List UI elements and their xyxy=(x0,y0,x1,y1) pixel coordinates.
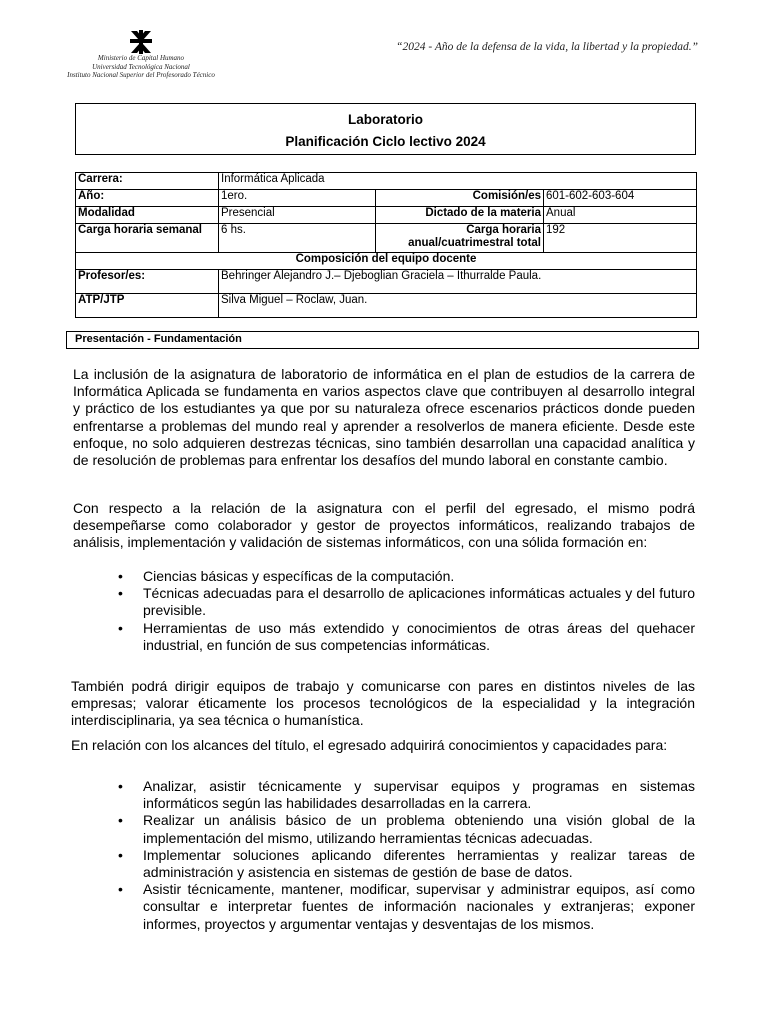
modalidad-value: Presencial xyxy=(219,207,376,224)
carrera-value: Informática Aplicada xyxy=(219,173,697,190)
paragraph-scope: En relación con los alcances del título, el egresado adquirirá conocimientos y capacidades para: xyxy=(71,737,668,753)
paragraph-graduate-profile: Con respecto a la relación de la asignatura con el perfil del egresado, el mismo podrá desempeñarse como colaborador y gestor de proyectos informáticos, realizando trabajos de análisis, implementación y validación de sistemas informáticos, con una sólida formación en: xyxy=(73,500,695,551)
profesores-value: Behringer Alejandro J.– Djeboglian Graciela – Ithurralde Paula. xyxy=(219,270,697,294)
institution-line-institute: Instituto Nacional Superior del Profesorado Técnico xyxy=(67,71,215,79)
table-row-modalidad xyxy=(76,207,697,224)
dictado-label: Dictado de la materia xyxy=(376,207,544,224)
atp-value: Silva Miguel – Roclaw, Juan. xyxy=(219,294,697,318)
atp-label: ATP/JTP xyxy=(76,294,219,318)
utn-logo-icon xyxy=(128,30,154,54)
dictado-value: Anual xyxy=(544,207,697,224)
modalidad-label: Modalidad xyxy=(76,207,219,224)
profesores-label: Profesor/es: xyxy=(76,270,219,294)
paragraph-introduction: La inclusión de la asignatura de laboratorio de informática en el plan de estudios de la carrera de Informática Aplicada se fundamenta en varios aspectos clave que contribuyen al desarrollo integral y práctico de los estudiantes ya que por su naturaleza ofrece escenarios prácticos donde pueden enfrentarse a problemas del mundo real y aprender a resolverlos de manera eficiente. Desde este enfoque, no solo adquieren destrezas técnicas, sino también desarrollan una capacidad analítica y de resolución de problemas para enfrentar los desafíos del mundo laboral en constante cambio. xyxy=(73,366,695,469)
institution-line-university: Universidad Tecnológica Nacional xyxy=(92,62,190,71)
bullet-icon: • xyxy=(118,881,123,898)
comision-label: Comisión/es xyxy=(376,190,544,207)
bullet-icon: • xyxy=(118,585,123,602)
paragraph-leadership: También podrá dirigir equipos de trabajo y comunicarse con pares en distintos niveles de las empresas; valorar éticamente los procesos tecnológicos de la especialidad y la integración interdisciplinaria, ya sea técnica o humanística. xyxy=(71,678,695,729)
carga-total-label: Carga horaria anual/cuatrimestral total xyxy=(376,224,544,253)
list-item: • Asistir técnicamente, mantener, modificar, supervisar y administrar equipos, así como consultar e interpretar fuentes de información nacionales y extranjeras; exponer informes, proyectos y argumentar ventajas y desventajas de los mismos. xyxy=(118,881,695,932)
table-row-carrera xyxy=(76,173,697,190)
table-row-anio xyxy=(76,190,697,207)
document-title: Laboratorio xyxy=(347,112,423,127)
carga-semanal-value: 6 hs. xyxy=(219,224,376,253)
page-header xyxy=(0,0,768,100)
carga-total-value: 192 xyxy=(544,224,697,253)
bullet-icon: • xyxy=(118,778,123,794)
course-info-table xyxy=(75,172,697,318)
list-item: • Herramientas de uso más extendido y conocimientos de otras áreas del quehacer industrial, en función de sus competencias informáticas. xyxy=(118,619,695,653)
capabilities-list xyxy=(118,778,695,933)
list-item: • Realizar un análisis básico de un problema obteniendo una visión global de la implementación del mismo, utilizando herramientas técnicas adecuadas. xyxy=(118,812,695,846)
section-heading: Presentación - Fundamentación xyxy=(66,331,699,349)
table-row-composicion xyxy=(76,253,697,270)
table-row-atp xyxy=(76,294,697,318)
anio-value: 1ero. xyxy=(219,190,376,207)
carrera-label: Carrera: xyxy=(76,173,219,190)
title-box xyxy=(75,103,696,155)
table-row-profesores xyxy=(76,270,697,294)
comision-value: 601-602-603-604 xyxy=(544,190,697,207)
list-item: • Analizar, asistir técnicamente y supervisar equipos y programas en sistemas informáticos según las habilidades desarrolladas en la carrera. xyxy=(118,778,695,812)
list-item: • Implementar soluciones aplicando diferentes herramientas y realizar tareas de administración y asistencia en sistemas de gestión de base de datos. xyxy=(118,846,695,881)
bullet-icon: • xyxy=(118,619,123,636)
year-motto: “2024 - Año de la defensa de la vida, la libertad y la propiedad.” xyxy=(396,41,698,53)
formation-list xyxy=(118,568,695,654)
institution-block xyxy=(66,30,216,80)
list-item: • Técnicas adecuadas para el desarrollo de aplicaciones informáticas actuales y del futuro previsible. xyxy=(118,585,695,619)
list-item: • Ciencias básicas y específicas de la computación. xyxy=(118,568,455,584)
institution-line-ministry: Ministerio de Capital Humano xyxy=(97,54,185,62)
bullet-icon: • xyxy=(118,812,123,829)
bullet-icon: • xyxy=(118,846,123,863)
document-subtitle: Planificación Ciclo lectivo 2024 xyxy=(285,134,486,149)
table-row-carga xyxy=(76,224,697,253)
carga-semanal-label: Carga horaria semanal xyxy=(76,224,219,253)
anio-label: Año: xyxy=(76,190,219,207)
bullet-icon: • xyxy=(118,568,123,584)
composicion-header: Composición del equipo docente xyxy=(76,253,697,270)
